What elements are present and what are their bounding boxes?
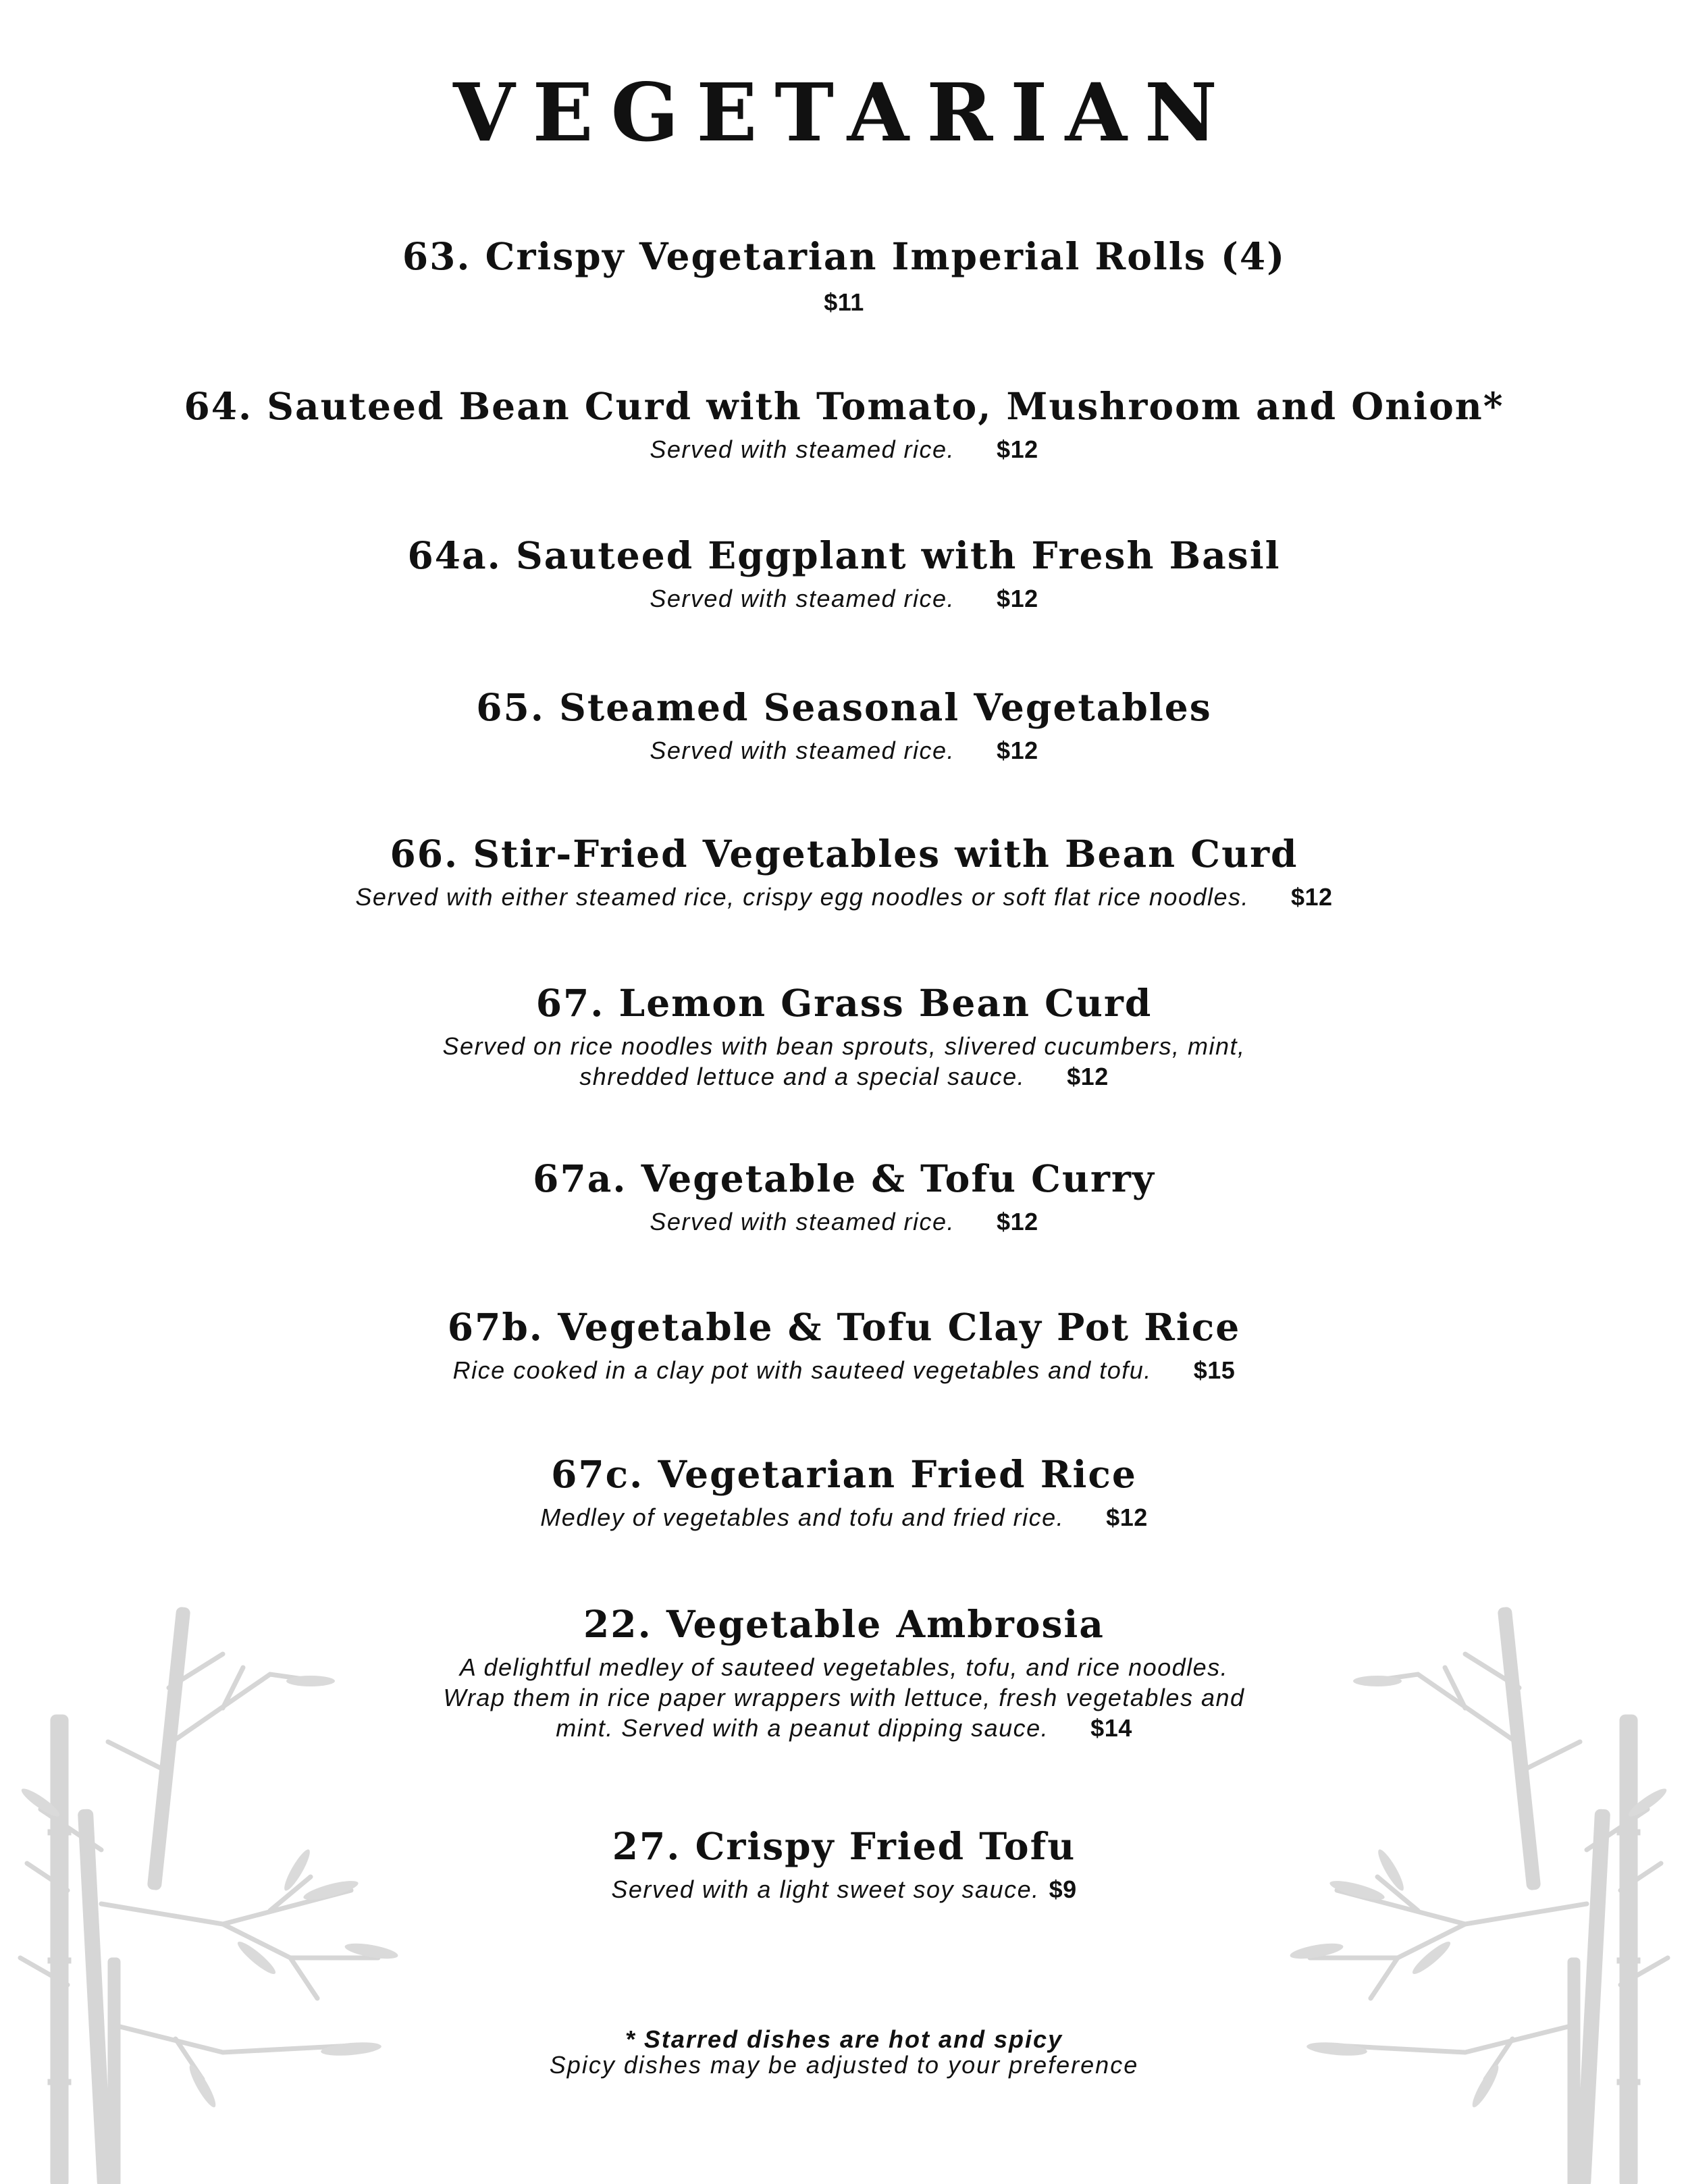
menu-item (0, 1452, 1688, 1533)
menu-item-description: Served with a light sweet soy sauce. (611, 1875, 1040, 1903)
menu-item (0, 981, 1688, 1092)
menu-item-description: A delightful medley of sauteed vegetables, tofu, and rice noodles. (459, 1653, 1229, 1681)
menu-item-price: $14 (1090, 1714, 1132, 1742)
menu-item (0, 384, 1688, 464)
menu-item (0, 685, 1688, 766)
menu-item-price: $12 (997, 585, 1038, 612)
menu-item-description: mint. Served with a peanut dipping sauce. (556, 1714, 1049, 1742)
menu-item-description: Served with either steamed rice, crispy egg noodles or soft flat rice noodles. (355, 883, 1250, 911)
menu-item-price: $12 (997, 1208, 1038, 1235)
menu-title: VEGETARIAN (453, 65, 1235, 159)
menu-item-description: Served with steamed rice. (650, 435, 955, 463)
menu-item-price: $11 (824, 288, 864, 316)
menu-item (0, 1824, 1688, 1905)
menu-item-name: 63. Crispy Vegetarian Imperial Rolls (4) (402, 234, 1286, 278)
menu-item-price: $15 (1193, 1356, 1236, 1384)
menu-item (0, 832, 1688, 912)
menu-item-description: Wrap them in rice paper wrappers with lettuce, fresh vegetables and (443, 1684, 1245, 1711)
menu-item-description: shredded lettuce and a special sauce. (579, 1063, 1026, 1090)
menu-item-name: 65. Steamed Seasonal Vegetables (476, 685, 1212, 729)
menu-item-name: 27. Crispy Fried Tofu (612, 1824, 1076, 1868)
menu-item (0, 1602, 1688, 1743)
menu-item-description: Served on rice noodles with bean sprouts, slivered cucumbers, mint, (442, 1032, 1246, 1060)
menu-item-description: Served with steamed rice. (650, 585, 955, 612)
spicy-note (0, 2027, 1688, 2078)
menu-item-price: $12 (1067, 1063, 1109, 1090)
menu-item-name: 67. Lemon Grass Bean Curd (535, 981, 1153, 1025)
menu-item-name: 64a. Sauteed Eggplant with Fresh Basil (407, 533, 1281, 577)
menu-item-name: 64. Sauteed Bean Curd with Tomato, Mushroom and Onion* (184, 384, 1504, 428)
spicy-note-text: * Starred dishes are hot and spicy (625, 2025, 1063, 2053)
menu-item (0, 1156, 1688, 1237)
menu-item-price: $12 (1291, 883, 1333, 911)
menu-item-description: Rice cooked in a clay pot with sauteed vegetables and tofu. (452, 1356, 1152, 1384)
menu-item-name: 67c. Vegetarian Fried Rice (551, 1452, 1137, 1496)
menu-item-price: $12 (997, 435, 1038, 463)
menu-item-price: $12 (997, 737, 1038, 764)
spicy-note-subtext: Spicy dishes may be adjusted to your preference (549, 2051, 1139, 2079)
menu-item-name: 22. Vegetable Ambrosia (583, 1602, 1105, 1646)
menu-item-price: $12 (1106, 1503, 1148, 1531)
menu-item-description: Medley of vegetables and tofu and fried rice. (540, 1503, 1065, 1531)
menu-item-price: $9 (1049, 1875, 1077, 1903)
menu-item (0, 1305, 1688, 1385)
menu-item (0, 533, 1688, 614)
menu-item (0, 234, 1688, 317)
menu-item-description: Served with steamed rice. (650, 1208, 955, 1235)
menu-item-name: 66. Stir-Fried Vegetables with Bean Curd (390, 832, 1298, 876)
menu-item-name: 67a. Vegetable & Tofu Curry (533, 1156, 1155, 1200)
menu-item-description: Served with steamed rice. (650, 737, 955, 764)
menu-item-name: 67b. Vegetable & Tofu Clay Pot Rice (447, 1305, 1241, 1349)
